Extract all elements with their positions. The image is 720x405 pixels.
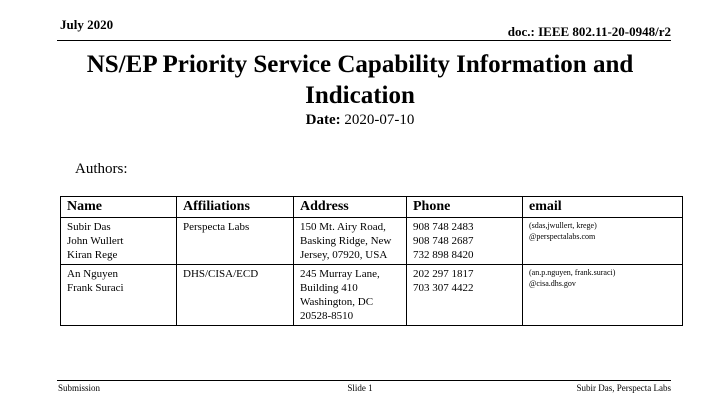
table-header-row	[61, 197, 683, 218]
address-line: 150 Mt. Airy Road,	[300, 221, 386, 233]
author-name: Subir Das	[67, 221, 111, 233]
address-line: 245 Murray Lane,	[300, 268, 380, 280]
cell-address	[294, 218, 407, 265]
address-line: Washington, DC	[300, 296, 374, 308]
address-line: Basking Ridge, New	[300, 235, 392, 247]
author-name: An Nguyen	[67, 268, 119, 280]
header-date: July 2020	[60, 17, 114, 32]
slide-title	[40, 49, 680, 111]
header-doc-id: doc.: IEEE 802.11-20-0948/r2	[507, 24, 671, 39]
date-line	[0, 112, 720, 129]
header-divider	[57, 40, 671, 41]
authors-label: Authors:	[75, 161, 128, 177]
date-label: Date:	[305, 112, 341, 128]
title-line-2: Indication	[305, 82, 415, 109]
author-name: Frank Suraci	[67, 282, 124, 294]
footer-divider	[57, 380, 671, 381]
cell-name	[61, 218, 177, 265]
table-row	[61, 265, 683, 326]
author-name: John Wullert	[67, 235, 124, 247]
phone-number: 202 297 1817	[413, 268, 474, 280]
col-header-address: Address	[294, 197, 407, 218]
email-line: @cisa.dhs.gov	[529, 279, 576, 288]
cell-email	[523, 218, 683, 265]
email-line: @perspectalabs.com	[529, 232, 596, 241]
cell-phone	[407, 265, 523, 326]
email-line: (sdas,jwullert, krege)	[529, 221, 597, 230]
footer-author: Subir Das, Perspecta Labs	[576, 383, 671, 393]
col-header-email: email	[523, 197, 683, 218]
address-line: Building 410	[300, 282, 358, 294]
cell-address	[294, 265, 407, 326]
cell-affiliation: DHS/CISA/ECD	[177, 265, 294, 326]
cell-email	[523, 265, 683, 326]
phone-number: 703 307 4422	[413, 282, 474, 294]
footer-slide-number: Slide 1	[347, 383, 373, 393]
authors-table	[60, 196, 683, 326]
email-line: (an.p.nguyen, frank.suraci)	[529, 268, 616, 277]
cell-name	[61, 265, 177, 326]
address-line: Jersey, 07920, USA	[300, 249, 388, 261]
title-line-1: NS/EP Priority Service Capability Information and	[86, 51, 634, 78]
col-header-name: Name	[61, 197, 177, 218]
phone-number: 908 748 2483	[413, 221, 474, 233]
author-name: Kiran Rege	[67, 249, 118, 261]
col-header-phone: Phone	[407, 197, 523, 218]
footer-submission: Submission	[58, 383, 101, 393]
col-header-affiliations: Affiliations	[177, 197, 294, 218]
cell-phone	[407, 218, 523, 265]
phone-number: 732 898 8420	[413, 249, 474, 261]
table-row	[61, 218, 683, 265]
cell-affiliation: Perspecta Labs	[177, 218, 294, 265]
address-line: 20528-8510	[300, 310, 354, 322]
date-value: 2020-07-10	[344, 112, 415, 128]
phone-number: 908 748 2687	[413, 235, 474, 247]
